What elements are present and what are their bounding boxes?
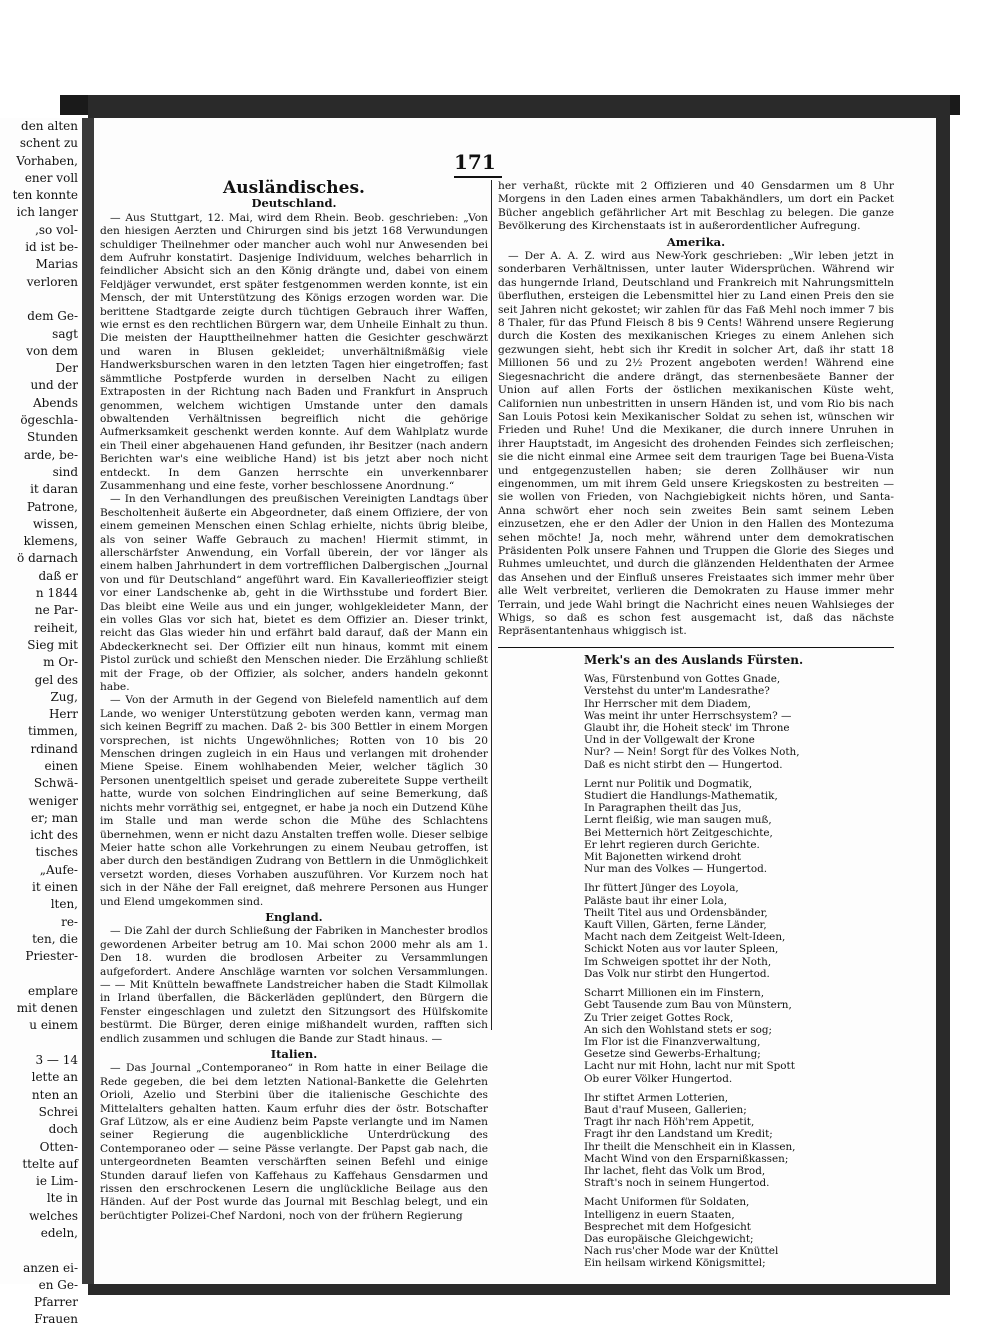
previous-page-line: ögeschla-	[20, 413, 78, 428]
previous-page-line: m Or-	[43, 655, 78, 670]
poem-line: Nur? — Nein! Sorgt für des Volkes Noth,	[584, 746, 800, 759]
poem-line: Das Volk nur stirbt den Hungertod.	[584, 967, 770, 980]
previous-page-line: Der	[55, 361, 78, 376]
newspaper-page	[94, 118, 936, 1284]
previous-page-line: reiheit,	[34, 620, 78, 635]
article-rom: — Das Journal „Contemporaneo“ in Rom hatte in einer Beilage die Rede gegeben, die bei dem letzten National-Bankette die Gelehrten Orioli, Azelio und Sterbini über die italienische Geschichte des Mittelalters gehalten hatten. Kaum erfuhr dies der östr. Botschafter Graf Lützow, als er eine Audienz beim Papste verlangte und im Namen seiner Regierung die augenblickliche Unterdrückung des Contemporaneo oder — seine Pässe verlangte. Der Papst gab nach, die untergeordneten Beamten verschärften seinen Befehl und einige Stunden darauf liefen von Kaffehaus zu Kaffehaus Gensdarmen und rissen den erschrockenen Lesern die unglückliche Beilage aus den Händen. Auf der Post wurde das Journal mit Beschlag belegt, und ein berüchtigter Polizei-Chef Nardoni, noch von der frühern Regierung	[100, 1062, 488, 1222]
poem-line: Ihr stiftet Armen Lotterien,	[584, 1091, 729, 1104]
previous-page-line: Schwä-	[33, 776, 78, 791]
previous-page-line: ie Lim-	[36, 1174, 78, 1189]
previous-page-line: en Ge-	[38, 1277, 78, 1292]
poem-line: Im Schweigen spottet ihr der Noth,	[584, 955, 772, 968]
poem-line: Nach rus'cher Mode war der Knüttel	[584, 1245, 779, 1258]
previous-page-line: lette an	[31, 1070, 78, 1085]
heading-deutschland: Deutschland.	[251, 196, 337, 211]
previous-page-line	[0, 1242, 82, 1259]
previous-page-line: lte in	[46, 1191, 78, 1206]
previous-page-line: Priester-	[25, 949, 78, 964]
previous-page-line: einen	[44, 758, 78, 773]
poem-line: Glaubt ihr, die Hoheit steck' im Throne	[584, 722, 790, 735]
poem-line: Was meint ihr unter Herrschsystem? —	[584, 709, 792, 722]
previous-page-line: ener voll	[24, 170, 78, 185]
previous-page-line: den alten	[21, 119, 78, 133]
poem-stanza	[584, 1092, 894, 1190]
poem-line: Tragt ihr nach Höh'rem Appetit,	[584, 1116, 755, 1129]
previous-page-line: 3 — 14	[35, 1053, 78, 1068]
poem-line: Scharrt Millionen ein im Finstern,	[584, 987, 765, 1000]
previous-page-line: Zug,	[50, 689, 78, 704]
poem-line: Was, Fürstenbund von Gottes Gnade,	[584, 673, 781, 686]
previous-page-line: gel des	[34, 672, 78, 687]
previous-page-line: und der	[30, 378, 78, 393]
previous-page-line: anzen ei-	[23, 1260, 78, 1275]
previous-page-line: Vorhaben,	[16, 153, 78, 168]
poem-line: Bei Metternich hört Zeitgeschichte,	[584, 826, 773, 839]
poem-separator	[498, 647, 894, 648]
heading-amerika: Amerika.	[666, 234, 726, 249]
poem-stanza	[584, 778, 894, 876]
poem-stanza	[584, 673, 894, 771]
previous-page-line: „Aufe-	[39, 862, 78, 877]
previous-page-line: Frauen	[34, 1312, 78, 1327]
previous-page-line: ,so vol-	[35, 222, 78, 237]
previous-page-line: Schrei	[38, 1104, 78, 1119]
previous-page-line: er; man	[31, 810, 78, 825]
previous-page-line: arde, be-	[23, 447, 78, 462]
previous-page-line: Pfarrer	[34, 1295, 78, 1310]
article-rom-continued: her verhaßt, rückte mit 2 Offizieren und 40 Gensdarmen um 8 Uhr Morgens in den Laden eines armen Tabakhändlers, um dort ein Packet Bücher angeblich gefährlicher Art mit Beschlag zu belegen. Die ganze Bevölkerung des Kirchenstaats ist in außerordentlicher Aufregung.	[498, 180, 894, 233]
poem-stanza	[584, 882, 894, 980]
previous-page-line	[0, 291, 82, 308]
previous-page-line: nten an	[31, 1087, 78, 1102]
previous-page-line: Patrone,	[26, 499, 78, 514]
poem-line: Er lehrt regieren durch Gerichte.	[584, 838, 760, 851]
previous-page-line: Marias	[35, 257, 78, 272]
previous-page-line: Sieg mit	[27, 637, 78, 652]
previous-page-line: Otten-	[39, 1139, 78, 1154]
poem-line: Ihr füttert Jünger des Loyola,	[584, 882, 739, 895]
previous-page-line: ttelte auf	[22, 1156, 78, 1171]
poem-line: Studiert die Handlungs-Mathematik,	[584, 790, 778, 803]
previous-page-line: emplare	[28, 983, 78, 998]
article-manchester: — Die Zahl der durch Schließung der Fabriken in Manchester brodlos gewordenen Arbeiter betrug am 10. Mai schon 2000 mehr als am 1. Den 18. wurden die brodlosen Arbeiter zu Versammlungen aufgefordert. Andere Anschläge warnten vor solchen Versammlungen. — — Mit Knütteln bewaffnete Landstreicher haben die Stadt Kilmollak in Irland überfallen, die Bäckerläden geplündert, den Bürgern die Fenster eingeschlagen und zuletzt den Sitzungsort des Hülfskomite bestürmt. Die Bürger, deren einige mißhandelt wurden, rafften sich endlich zusammen und schlugen die Bande zur Stadt hinaus. —	[100, 925, 488, 1045]
book-gutter	[82, 118, 94, 1284]
poem-stanza	[584, 1196, 894, 1269]
poem-line: Gesetze sind Gewerbs-Erhaltung;	[584, 1048, 761, 1061]
poem-line: Lernt nur Politik und Dogmatik,	[584, 777, 753, 790]
previous-page-line: sind	[52, 464, 78, 479]
poem-line: Kauft Villen, Gärten, ferne Länder,	[584, 919, 767, 932]
poem-stanza	[584, 987, 894, 1085]
previous-page-line: it daran	[30, 482, 78, 497]
poem	[498, 673, 894, 1269]
poem-line: Ein heilsam wirkend Königsmittel;	[584, 1257, 766, 1270]
poem-line: Paläste baut ihr einer Lola,	[584, 894, 728, 907]
article-landtag: — In den Verhandlungen des preußischen Vereinigten Landtags über Bescholtenheit äußerte ein Abgeordneter, daß einem Offiziere, der von einem gemeinen Menschen einen Schlag erhielte, nichts übrig bleibe, als von seiner Waffe Gebrauch zu machen! Hiermit stimmt, in allerschärfster Anwendung, ein Vorfall überein, der vor länger als einem halben Jahrhundert in dem vortrefflichen Dalbergischen „Journal von und für Deutschland“ angeführt ward. Ein Kavallerieoffizier steigt vor einer Landschenke ab, geht in die Wirthsstube und fordert Bier. Das bleibt eine Weile aus und ein junger, wohlgekleideter Mann, der ein volles Glas vor sich hat, bietet es dem Offizier an. Dieser trinkt, reicht das Glas wieder hin und erfährt bald darauf, daß der Mann ein Abdeckerknecht sei. Der Offizier eilt nun hinaus, kommt mit einem Pistol zurück und schießt den Menschen nieder. Die Erzählung schließt mit der Frage, ob der Offizier, als solcher, anders handeln gekonnt habe.	[100, 493, 488, 694]
previous-page-fragment	[0, 118, 82, 1327]
previous-page-line: id ist be-	[25, 240, 78, 255]
previous-page-line: ne Par-	[34, 603, 78, 618]
poem-line: Intelligenz in euern Staaten,	[584, 1208, 735, 1221]
previous-page-line: ö darnach	[17, 551, 78, 566]
poem-line: Zu Trier zeiget Gottes Rock,	[584, 1011, 734, 1024]
poem-line: Verstehst du unter'm Landesrathe?	[584, 685, 770, 698]
poem-line: Baut d'rauf Museen, Gallerien;	[584, 1103, 747, 1116]
poem-line: Schickt Noten aus vor lauter Spleen,	[584, 943, 779, 956]
previous-page-line: doch	[48, 1122, 78, 1137]
right-column	[498, 180, 894, 1277]
poem-line: Macht nach dem Zeitgeist Welt-Ideen,	[584, 931, 786, 944]
article-new-york: — Der A. A. Z. wird aus New-York geschrieben: „Wir leben jetzt in sonderbaren Verhältnissen, unter lauter Widersprüchen. Während wir das hungernde Irland, Deutschland und Frankreich mit Nahrungsmitteln überfluthen, ersteigen die Lebensmittel hier zu Land einen Preis den sie seit Jahren nicht gekostet; wir zahlen für das Faß Mehl noch immer 7 bis 8 Thaler, für das Pfund Fleisch 8 bis 9 Cents! Während unsere Regierung durch die Kosten des mexikanischen Krieges zu einem Anlehen sich gezwungen sieht, hebt sich ihr Kredit in solcher Art, daß ihr statt 18 Millionen 56 und zu 2½ Prozent angeboten werden! Während eine Siegesnachricht die andere drängt, das sternenbesäete Banner der Union auf allen Forts der östlichen mexikanischen Küste weht, Californien nun unbestritten in unsern Händen ist, und vom Rio bis nach San Louis Potosi kein Mexikanischer Soldat zu sehen ist, wünschen wir Frieden und Ruhe! Und die Mexikaner, die durch innere Unruhen in ihrer Hauptstadt, im Angesicht des drohenden Feindes sich zerfleischen; sie die nicht einmal eine Armee seit dem traurigen Tage bei Buena-Vista und entgegenzustellen haben; sie deren Zollhäuser wir nun eingenommen, um mit ihrem Geld unsere Kriegskosten zu bestreiten — sie wollen von Frieden, von Nachgiebigkeit nichts hören, und Santa-Anna schwört eher noch sein zweites Bein samt seinem Leben einzusetzen, ehe er den Adler der Union in den Hallen des Montezuma sehen möchte! Ja, noch mehr, während unter dem demokratischen Präsidenten Polk unsere Fahnen und Truppen die Glorie des Sieges und Ruhmes umleuchtet, und durch die glänzenden Heldenthaten der Armee das Ansehen und der Einfluß unseres Freistaates sich immer mehr über alle Welt verbreitet, verlieren die Demokraten zu Hause immer mehr Terrain, und jede Wahl bringt die Nachricht eines neuen Wahlsieges der Whigs, so daß es schon fest ausgemacht ist, daß das nächste Repräsentantenhaus whiggisch ist.	[498, 250, 894, 638]
poem-line: Macht Wind von den Ersparnißkassen;	[584, 1152, 789, 1165]
page-number: 171	[454, 150, 496, 174]
previous-page-line: Stunden	[26, 430, 78, 445]
previous-page-line: verloren	[26, 274, 78, 289]
poem-line: Besprechet mit dem Hofgesicht	[584, 1220, 751, 1233]
previous-page-line: icht des	[30, 828, 78, 843]
previous-page-line: ten konnte	[12, 188, 78, 203]
poem-line: Lernt fleißig, wie man saugen muß,	[584, 814, 772, 827]
previous-page-line: rdinand	[30, 741, 78, 756]
poem-line: Im Flor ist die Finanzverwaltung,	[584, 1035, 761, 1048]
previous-page-line: Abends	[32, 395, 78, 410]
previous-page-line: tisches	[35, 845, 78, 860]
poem-line: Ob eurer Völker Hungertod.	[584, 1072, 733, 1085]
previous-page-line: ten, die	[32, 931, 78, 946]
poem-line: In Paragraphen theilt das Jus,	[584, 802, 742, 815]
previous-page-line: edeln,	[40, 1226, 78, 1240]
page-number-rule	[454, 176, 502, 178]
previous-page-line: ich langer	[16, 205, 78, 220]
article-stuttgart: — Aus Stuttgart, 12. Mai, wird dem Rhein. Beob. geschrieben: „Von den hiesigen Aerzten und Chirurgen sind bis jetzt 168 Verwundungen schuldiger Theilnehmer oder mancher auch wohl nur Anwesenden bei dem Aufruhr konstatirt. Dasjenige Individuum, welches beharrlich in feindlicher Absicht sich an den König drängte und, dabei von einem Feldjäger verwundet, erst später festgenommen werden konnte, ist ein Mensch, der mit Unterstützung des Königs erzogen worden war. Die berittene Stadtgarde zeigte durch tüchtigen Gebrauch ihrer Waffen, wie ernst es den rechtlichen Bürgern war, dem Unheile Einhalt zu thun. Die meisten der Haupttheilnehmer hatten die Gesichter geschwärzt und waren in Blusen gekleidet; unverhältnißmäßig viele Handwerksburschen waren in den letzten Tagen hier eingetroffen; fast sämmtliche Postpferde wurden in derselben Nacht zu eiligen Extraposten in der Richtung nach Baden und Frankfurt in Anspruch genommen, welchem wichtigen Umstande unter den damals obwaltenden Verhältnissen begreiflich nicht die gehörige Aufmerksamkeit geschenkt werden konnte. Auf dem Wahlplatz wurde ein Theil einer abgehauenen Hand gefunden, ihr Besitzer (nach andern Berichten war's eine weibliche Hand) ist bis jetzt aber noch nicht entdeckt. In dem Ganzen herrschte ein unverkennbarer Zusammenhang und eine feste, vorher beschlossene Anordnung.“	[100, 211, 488, 492]
previous-page-line: von dem	[26, 343, 78, 358]
previous-page-line: u einem	[29, 1018, 78, 1033]
column-divider	[491, 180, 492, 1030]
previous-page-line	[0, 966, 82, 983]
previous-page-line: it einen	[32, 880, 78, 895]
poem-line: Fragt ihr den Landstand um Kredit;	[584, 1128, 773, 1141]
poem-title: Merk's an des Auslands Fürsten.	[584, 652, 804, 667]
poem-line: Mit Bajonetten wirkend droht	[584, 851, 742, 864]
poem-line: An sich den Wohlstand stets er sog;	[584, 1023, 772, 1036]
poem-line: Das europäische Gleichgewicht;	[584, 1232, 754, 1245]
poem-line: Macht Uniformen für Soldaten,	[584, 1196, 750, 1209]
previous-page-line	[0, 1035, 82, 1052]
poem-line: Und in der Vollgewalt der Krone	[584, 734, 755, 747]
section-title: Ausländisches.	[223, 178, 365, 198]
previous-page-line: Herr	[48, 707, 78, 722]
previous-page-line: dem Ge-	[27, 309, 78, 324]
poem-line: Nur man des Volkes — Hungertod.	[584, 863, 768, 876]
poem-line: Ihr Herrscher mit dem Diadem,	[584, 697, 751, 710]
previous-page-line: lten,	[50, 897, 78, 912]
previous-page-line: schent zu	[19, 136, 78, 151]
poem-line: Ihr theilt die Menschheit ein in Klassen,	[584, 1140, 796, 1153]
poem-line: Gebt Tausende zum Bau von Münstern,	[584, 999, 792, 1012]
previous-page-line: n 1844	[35, 586, 78, 601]
poem-line: Ihr lachet, fleht das Volk um Brod,	[584, 1164, 766, 1177]
poem-line: Lacht nur mit Hohn, lacht nur mit Spott	[584, 1060, 795, 1073]
left-column	[100, 180, 488, 1223]
heading-england: England.	[265, 909, 323, 924]
previous-page-line: welches	[29, 1208, 78, 1223]
poem-line: Daß es nicht stirbt den — Hungertod.	[584, 758, 783, 771]
heading-italien: Italien.	[270, 1047, 318, 1061]
previous-page-line: sagt	[52, 326, 78, 341]
previous-page-line: timmen,	[27, 724, 78, 739]
previous-page-line: mit denen	[16, 1001, 78, 1016]
previous-page-line: re-	[61, 914, 78, 929]
previous-page-line: daß er	[38, 568, 78, 583]
poem-line: Straft's noch in seinem Hungertod.	[584, 1177, 770, 1190]
previous-page-line: klemens,	[23, 534, 78, 549]
previous-page-line: wissen,	[32, 516, 78, 531]
previous-page-line: weniger	[28, 793, 78, 808]
poem-line: Theilt Titel aus und Ordensbänder,	[584, 906, 768, 919]
article-bielefeld: — Von der Armuth in der Gegend von Bielefeld namentlich auf dem Lande, wo weniger Unterstützung geboten werden kann, vermag man sich keinen Begriff zu machen. Daß 2- bis 300 Bettler in einem Morgen vorsprechen, ist nichts Ungewöhnliches; Rotten von 10 bis 20 Menschen dringen zugleich in ein Haus und verlangen mit drohender Miene Speise. Einem wohlhabenden Meier, welcher täglich 30 Personen unentgeltlich speiset und gerade zubereitete Suppe vertheilt hatte, wurde von solchen Eindringlichen auf seine Bemerkung, daß nichts mehr vorräthig sei, entgegnet, er habe ja noch ein Dutzend Kühe im Stalle und man werde schon die Mühe des Schlachtens übernehmen, wenn er nicht dazu Anstalten treffen wolle. Dieser selbige Meier hatte schon alle Vorkehrungen zu einem Neubau getroffen, ist aber durch den beständigen Zudrang von Bettlern in die Unmöglichkeit versetzt worden, dieses Vorhaben auszuführen. Vor Kurzem noch hat sich in der Nähe der Fall ereignet, daß mehrere Personen aus Hunger und Elend umgekommen sind.	[100, 694, 488, 908]
